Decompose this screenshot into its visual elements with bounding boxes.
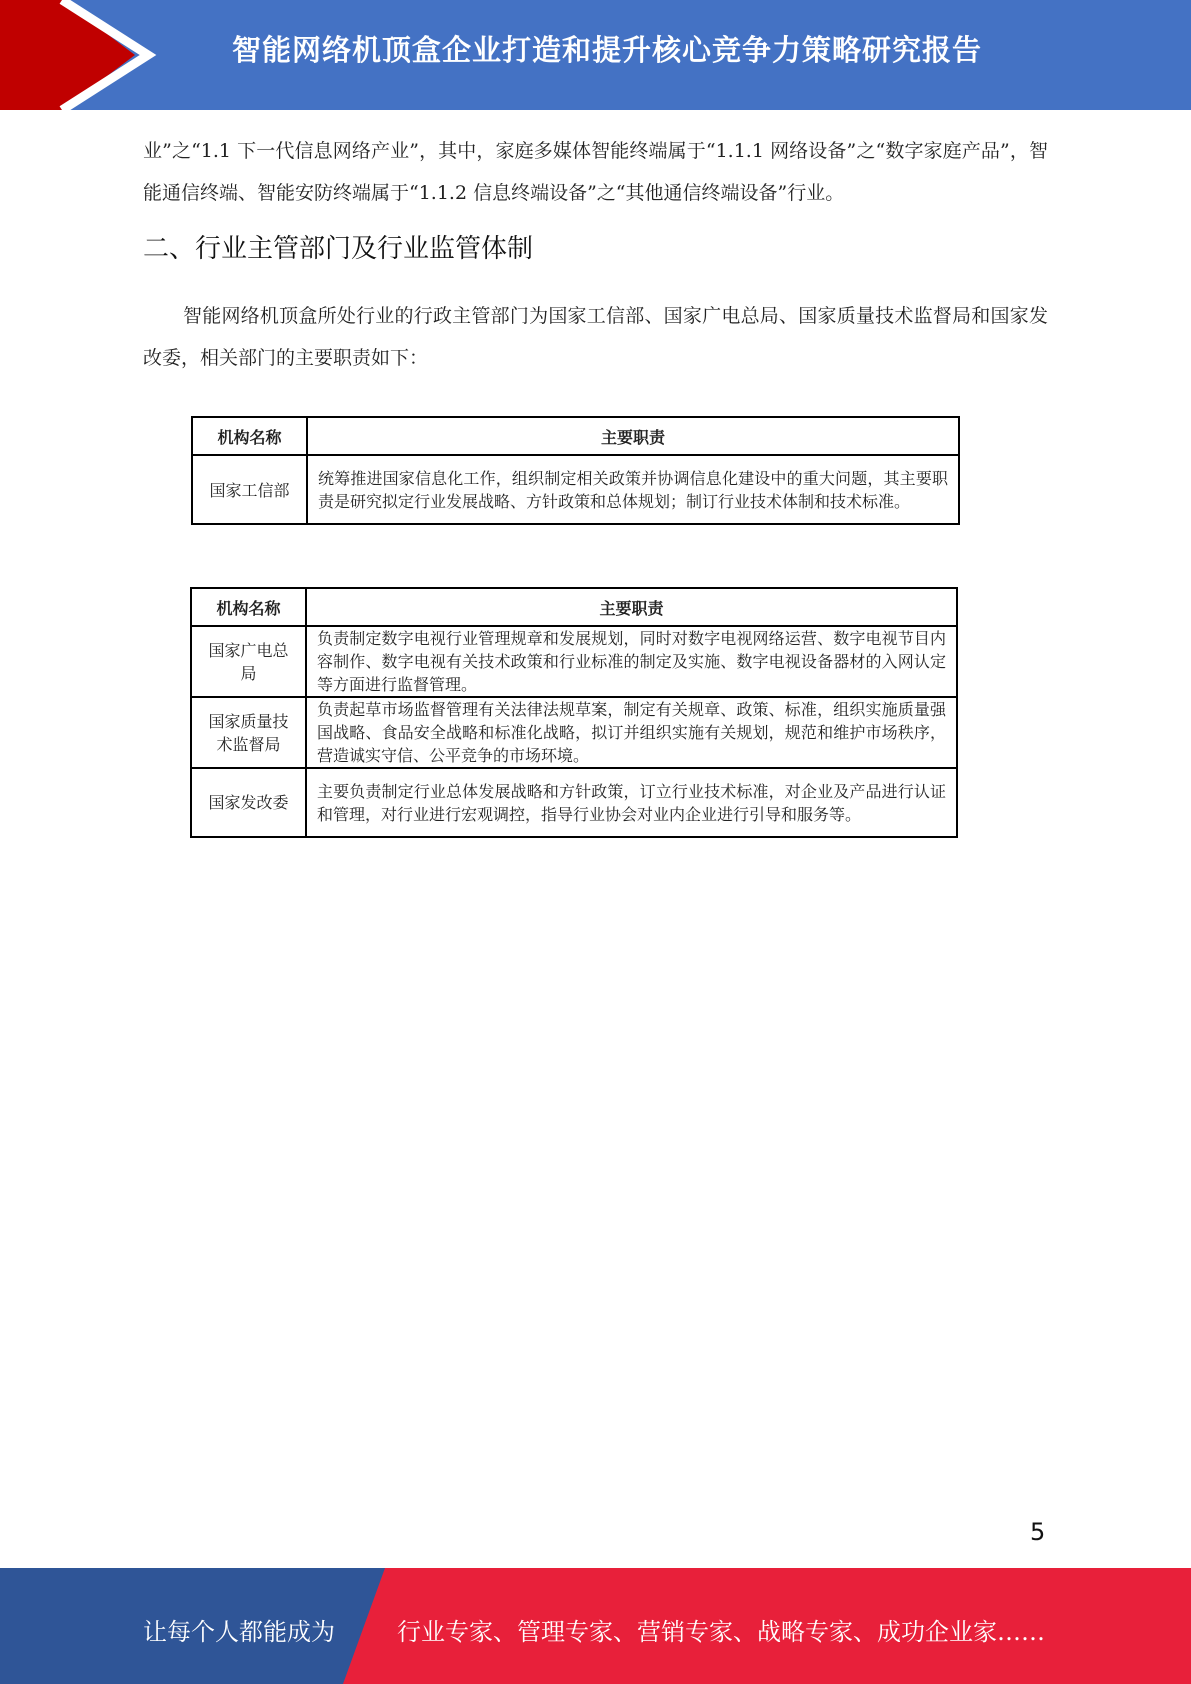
agency-duty: 主要负责制定行业总体发展战略和方针政策，订立行业技术标准，对企业及产品进行认证和管理，对行业进行宏观调控，指导行业协会对业内企业进行引导和服务等。 — [306, 768, 957, 837]
footer-slogan-right: 行业专家、管理专家、营销专家、战略专家、成功企业家…… — [397, 1618, 1045, 1646]
agency-duty: 负责制定数字电视行业管理规章和发展规划，同时对数字电视网络运营、数字电视节目内容制作、数字电视有关技术政策和行业标准的制定及实施、数字电视设备器材的入网认定等方面进行监督管理。 — [306, 626, 957, 697]
column-header-name: 机构名称 — [192, 417, 307, 455]
agency-duty: 统筹推进国家信息化工作，组织制定相关政策并协调信息化建设中的重大问题，其主要职责是研究拟定行业发展战略、方针政策和总体规划；制订行业技术体制和技术标准。 — [307, 455, 959, 524]
section-heading: 二、行业主管部门及行业监管体制 — [143, 234, 534, 264]
page-number: 5 — [1030, 1518, 1046, 1546]
section-paragraph: 智能网络机顶盒所处行业的行政主管部门为国家工信部、国家广电总局、国家质量技术监督局和国家发改委，相关部门的主要职责如下： — [143, 305, 1048, 369]
table-row — [191, 697, 957, 768]
agency-duty: 负责起草市场监督管理有关法律法规草案，制定有关规章、政策、标准，组织实施质量强国战略、食品安全战略和标准化战略，拟订并组织实施有关规划，规范和维护市场秩序，营造诚实守信、公平竞争的市场环境。 — [306, 697, 957, 768]
table-header-row — [191, 588, 957, 626]
authority-table-2 — [190, 587, 958, 838]
agency-name: 国家质量技术监督局 — [191, 697, 306, 768]
table-row — [191, 768, 957, 837]
intro-paragraph: 业”之“1.1 下一代信息网络产业”，其中，家庭多媒体智能终端属于“1.1.1 网络设备”之“数字家庭产品”，智能通信终端、智能安防终端属于“1.1.2 信息终端设备”之“其他通信终端设备”行业。 — [143, 140, 1048, 204]
column-header-duty: 主要职责 — [306, 588, 957, 626]
table-row — [192, 455, 959, 524]
page-header — [0, 0, 1191, 110]
footer-slogan-left: 让每个人都能成为 — [143, 1618, 335, 1646]
column-header-name: 机构名称 — [191, 588, 306, 626]
agency-name: 国家广电总局 — [191, 626, 306, 697]
table-header-row — [192, 417, 959, 455]
page-footer — [0, 1568, 1191, 1684]
column-header-duty: 主要职责 — [307, 417, 959, 455]
agency-name: 国家发改委 — [191, 768, 306, 837]
agency-name: 国家工信部 — [192, 455, 307, 524]
report-title: 智能网络机顶盒企业打造和提升核心竞争力策略研究报告 — [232, 33, 983, 67]
table-row — [191, 626, 957, 697]
authority-table-1 — [191, 416, 960, 525]
